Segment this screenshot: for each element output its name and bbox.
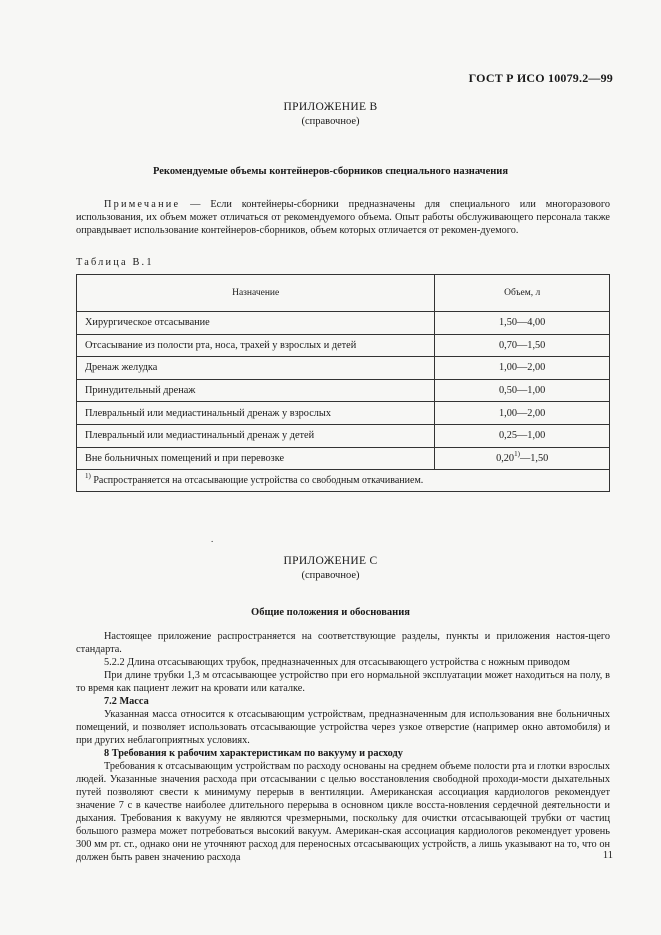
table-row: [77, 312, 610, 335]
section-8-heading: 8 Требования к рабочим характеристикам по вакууму и расходу: [104, 748, 403, 759]
paragraph: Настоящее приложение распространяется на соответствующие разделы, пункты и приложения настоя-щего стандарта.: [76, 631, 610, 655]
table-row: [77, 402, 610, 425]
appendix-b-title: ПРИЛОЖЕНИЕ В: [283, 101, 378, 113]
volume-cell: [435, 447, 610, 470]
volume-cell: 0,50—1,00: [435, 379, 610, 402]
col-volume-header: Объем, л: [435, 275, 610, 312]
purpose-cell: Вне больничных помещений и при перевозке: [77, 447, 435, 470]
appendix-c-heading: Общие положения и обоснования: [251, 607, 410, 618]
table-label: Таблица В.1: [76, 257, 154, 268]
appendix-c-title: ПРИЛОЖЕНИЕ С: [283, 555, 378, 567]
section-7-2-heading: 7.2 Масса: [104, 696, 149, 707]
note-label: Примечание: [104, 199, 181, 210]
table-footnote: [77, 470, 610, 492]
appendix-c-subtitle: (справочное): [301, 570, 360, 581]
paragraph: Требования к отсасывающим устройствам по расходу основаны на среднем объеме полости рта и глотки взрослых людей. Указанные значения расхода при отсасывании с целью восстановления свободной проходи-мости дыхательных путей позволяют свести к минимуму перерыв в вентиляции. Американская ассоциация кардиологов рекомендует значение 7 с в качестве наиболее длительного перерыва в основном цикле восста-новления сердечной деятельности и дыхания. Требования к вакууму не являются чрезмерными, поскольку для очистки отсасывающей трубки от частиц большого размера может потребоваться высокий вакуум. Американ-ская ассоциация кардиологов рекомендует уровень 300 мм рт. ст., однако они не уточняют расход для переносных отсасывающих устройств, а лишь указывают на то, что он должен быть равен значению расхода: [76, 761, 610, 863]
paragraph: При длине трубки 1,3 м отсасывающее устройство при его нормальной эксплуатации может находиться на полу, в то время как пациент лежит на кровати или каталке.: [76, 670, 610, 694]
table-row: [77, 424, 610, 447]
page-number: 11: [602, 850, 613, 861]
table-row: [77, 334, 610, 357]
volume-cell: 0,70—1,50: [435, 334, 610, 357]
appendix-c-body: [76, 630, 610, 864]
purpose-cell: Отсасывание из полости рта, носа, трахей у взрослых и детей: [77, 334, 435, 357]
volume-cell: 1,00—2,00: [435, 402, 610, 425]
table-header-row: [77, 275, 610, 312]
stray-mark: .: [211, 534, 214, 544]
table-row: [77, 447, 610, 470]
table-row: [77, 357, 610, 380]
volume-cell: 0,25—1,00: [435, 424, 610, 447]
volume-cell: 1,50—4,00: [435, 312, 610, 335]
table-footnote-row: [77, 470, 610, 492]
volumes-table: [76, 274, 610, 492]
volume-cell: 1,00—2,00: [435, 357, 610, 380]
section-5-2-2: 5.2.2 Длина отсасывающих трубок, предназначенных для отсасывающего устройства с ножным приводом: [104, 657, 570, 668]
volume-footnote-ref: 1): [514, 449, 520, 458]
purpose-cell: Плевральный или медиастинальный дренаж у детей: [77, 424, 435, 447]
purpose-cell: Дренаж желудка: [77, 357, 435, 380]
footnote-mark: 1): [85, 472, 91, 481]
appendix-b-note: [76, 198, 610, 237]
table-row: [77, 379, 610, 402]
purpose-cell: Плевральный или медиастинальный дренаж у взрослых: [77, 402, 435, 425]
volume-post: —1,50: [519, 452, 549, 464]
col-purpose-header: Назначение: [77, 275, 435, 312]
paragraph: Указанная масса относится к отсасывающим устройствам, предназначенным для использования вне больничных помещений, и позволяет использовать отсасывающие устройства через узкое отверстие (например окно автомобиля) и при других неблагоприятных условиях.: [76, 709, 610, 746]
appendix-b-subtitle: (справочное): [301, 116, 360, 127]
purpose-cell: Принудительный дренаж: [77, 379, 435, 402]
appendix-b-heading: Рекомендуемые объемы контейнеров-сборников специального назначения: [152, 166, 509, 177]
note-text: — Если контейнеры-сборники предназначены для специального или многоразового использования, их объем может отличаться от рекомендуемого объема. Опыт работы обслуживающего персонала также оправдывает использование контейнеров-сборников, объем которых отличается от рекомен-дуемого.: [76, 199, 610, 236]
purpose-cell: Хирургическое отсасывание: [77, 312, 435, 335]
volume-pre: 0,20: [496, 452, 515, 464]
footnote-text: Распространяется на отсасывающие устройства со свободным откачиванием.: [90, 475, 424, 487]
standard-number: ГОСТ Р ИСО 10079.2—99: [468, 71, 613, 85]
